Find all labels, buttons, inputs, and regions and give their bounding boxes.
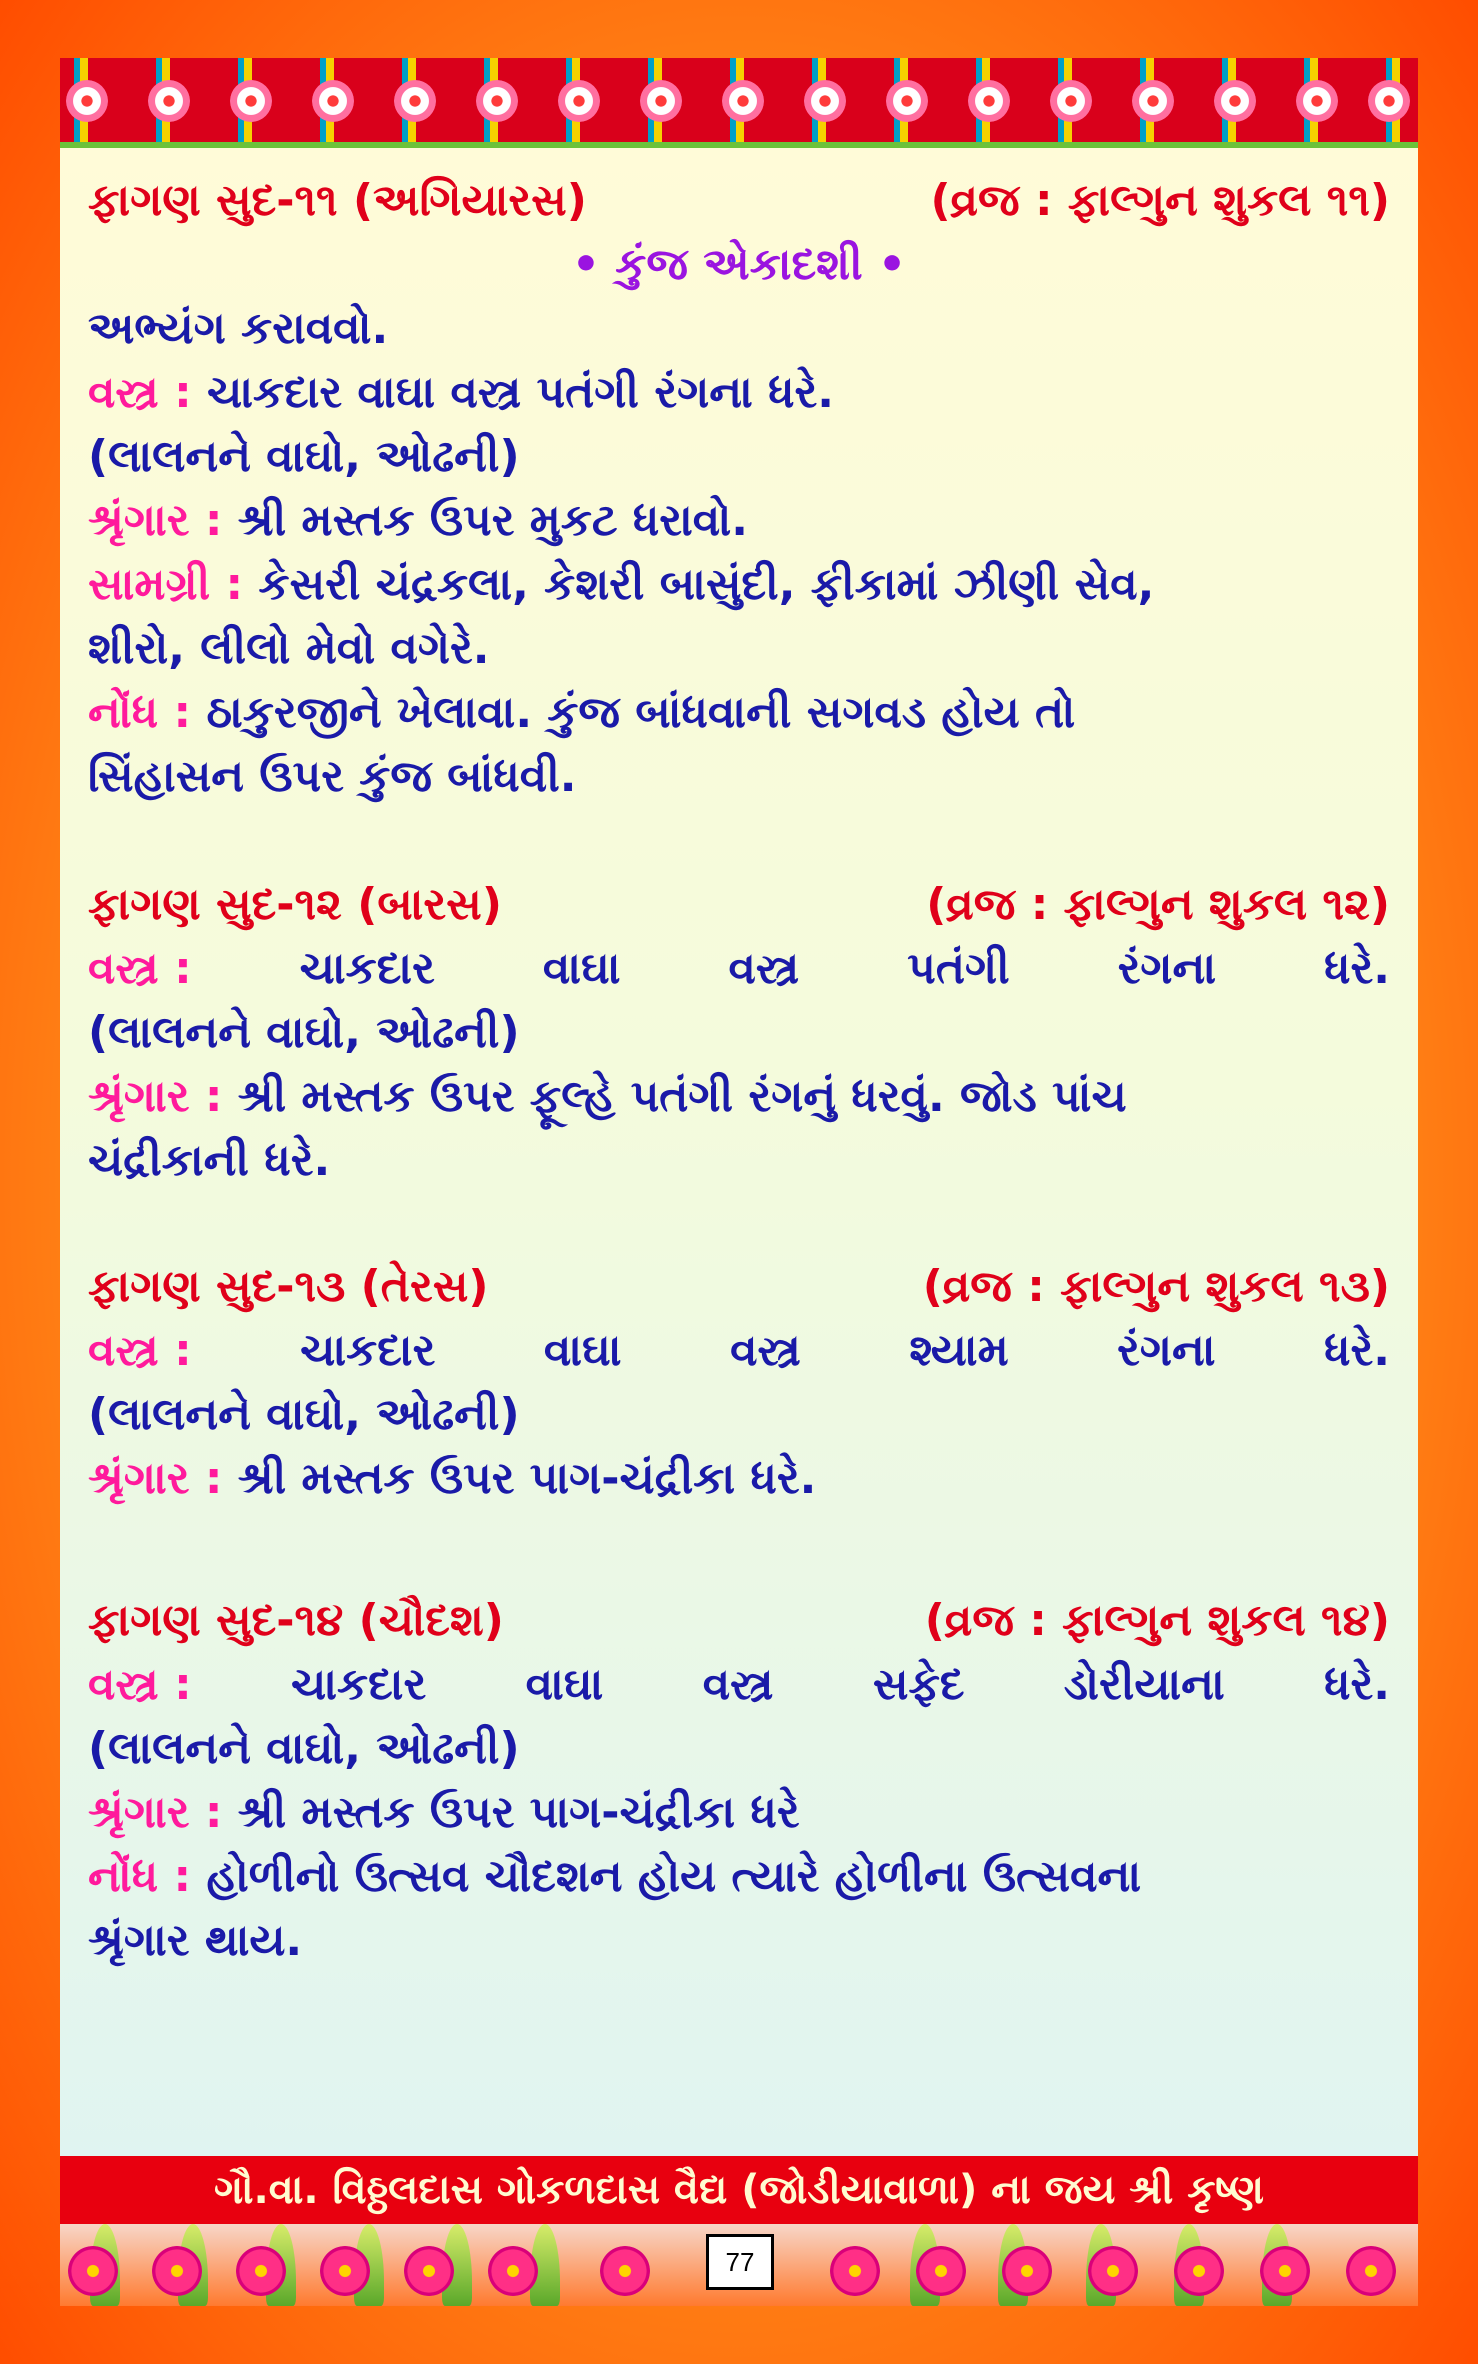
heading-vraj: (વ્રજ : ફાલ્ગુન શુકલ ૧૩) <box>922 1261 1390 1312</box>
shringar-label: શ્રૃંગાર : <box>88 1071 223 1122</box>
vastra-word: સફેદ <box>872 1659 965 1710</box>
vastra-word: પતંગી <box>907 943 1010 994</box>
nondh-line <box>88 682 1390 744</box>
shringar-text: શ્રી મસ્તક ઉપર પાગ-ચંદ્રીકા ધરે. <box>237 1453 817 1504</box>
vastra-line <box>88 938 1390 1000</box>
vastra-word: ધરે. <box>1324 943 1390 994</box>
flower-icon <box>968 80 1010 122</box>
shringar-label: શ્રૃંગાર : <box>88 1787 223 1838</box>
vastra-extra: (લાલનને વાઘો, ઓઢની) <box>88 431 520 482</box>
section-heading <box>88 170 1390 232</box>
festival-subtitle: • કુંજ એકાદશી • <box>571 239 907 290</box>
vastra-line <box>88 1320 1390 1382</box>
flower-icon <box>916 2246 966 2296</box>
flower-icon <box>1174 2246 1224 2296</box>
vastra-word: વાઘા <box>525 1659 604 1710</box>
flower-icon <box>476 80 518 122</box>
page <box>60 58 1418 2306</box>
page-number: 77 <box>706 2234 774 2290</box>
flower-icon <box>1002 2246 1052 2296</box>
vastra-extra: (લાલનને વાઘો, ઓઢની) <box>88 1723 520 1774</box>
heading-vraj: (વ્રજ : ફાલ્ગુન શુકલ ૧૨) <box>926 879 1390 930</box>
nondh-text-continued: શ્રૃંગાર થાય. <box>88 1915 303 1966</box>
flower-icon <box>1214 80 1256 122</box>
shringar-line <box>88 1448 1390 1510</box>
shringar-label: શ્રૃંગાર : <box>88 1453 223 1504</box>
vastra-word: ચાકદાર <box>291 1659 427 1710</box>
vastra-word: વસ્ત્ર <box>728 943 800 994</box>
flower-icon <box>148 80 190 122</box>
flower-icon <box>1050 80 1092 122</box>
flower-icon <box>1088 2246 1138 2296</box>
flower-icon <box>886 80 928 122</box>
shringar-line <box>88 490 1390 552</box>
heading-vraj: (વ્રજ : ફાલ્ગુન શુકલ ૧૪) <box>924 1595 1390 1646</box>
section-heading <box>88 1590 1390 1652</box>
flower-icon <box>1260 2246 1310 2296</box>
flower-icon <box>558 80 600 122</box>
vastra-word: ચાકદાર <box>299 943 435 994</box>
flower-icon <box>640 80 682 122</box>
vastra-word: ડોરીયાના <box>1063 1659 1225 1710</box>
vastra-word: વાઘા <box>542 943 621 994</box>
flower-icon <box>320 2246 370 2296</box>
flower-icon <box>1346 2246 1396 2296</box>
nondh-label: નોંધ : <box>88 687 192 738</box>
vastra-text: ચાકદાર વાઘા વસ્ત્ર પતંગી રંગના ધરે. <box>207 367 834 418</box>
heading-date: ફાગણ સુદ-૧૩ (તેરસ) <box>88 1261 489 1312</box>
vastra-label: વસ્ત્ર : <box>88 1325 192 1376</box>
shringar-text: શ્રી મસ્તક ઉપર પાગ-ચંદ્રીકા ધરે <box>237 1787 800 1838</box>
content-area <box>60 148 1418 2216</box>
vastra-word: વસ્ત્ર <box>730 1325 801 1376</box>
vastra-label: વસ્ત્ર : <box>88 1659 192 1710</box>
flower-icon <box>236 2246 286 2296</box>
vastra-word: રંગના <box>1117 943 1217 994</box>
vastra-word: શ્યામ <box>909 1325 1009 1376</box>
flower-icon <box>1368 80 1410 122</box>
flower-icon <box>66 80 108 122</box>
flower-icon <box>488 2246 538 2296</box>
flower-icon <box>152 2246 202 2296</box>
vastra-word: વાઘા <box>543 1325 622 1376</box>
flower-icon <box>312 80 354 122</box>
nondh-text: હોળીનો ઉત્સવ ચૌદશન હોય ત્યારે હોળીના ઉત્સવના <box>206 1851 1142 1902</box>
heading-date: ફાગણ સુદ-૧૪ (ચૌદશ) <box>88 1595 504 1646</box>
flower-icon <box>68 2246 118 2296</box>
flower-icon <box>722 80 764 122</box>
vastra-word: ચાકદાર <box>300 1325 436 1376</box>
flower-icon <box>804 80 846 122</box>
vastra-extra: (લાલનને વાઘો, ઓઢની) <box>88 1389 520 1440</box>
flower-icon <box>600 2246 650 2296</box>
shringar-text: શ્રી મસ્તક ઉપર ફૂલ્હે પતંગી રંગનું ધરવું. જોડ પાંચ <box>237 1071 1127 1122</box>
shringar-label: શ્રૃંગાર : <box>88 495 223 546</box>
vastra-label: વસ્ત્ર : <box>88 943 192 994</box>
vastra-word: રંગના <box>1117 1325 1216 1376</box>
samagri-label: સામગ્રી : <box>88 559 244 610</box>
samagri-text: કેસરી ચંદ્રકલા, કેશરી બાસુંદી, ફીકામાં ઝીણી સેવ, <box>258 559 1155 610</box>
vastra-extra: (લાલનને વાઘો, ઓઢની) <box>88 1007 520 1058</box>
flower-icon <box>394 80 436 122</box>
nondh-text: ઠાકુરજીને ખેલાવા. કુંજ બાંધવાની સગવડ હોય તો <box>206 687 1076 738</box>
vastra-word: વસ્ત્ર <box>702 1659 774 1710</box>
flower-icon <box>1296 80 1338 122</box>
flower-icon <box>404 2246 454 2296</box>
nondh-label: નોંધ : <box>88 1851 192 1902</box>
section-heading <box>88 1256 1390 1318</box>
heading-date: ફાગણ સુદ-૧૧ (અગિયારસ) <box>88 175 587 226</box>
shringar-line <box>88 1782 1390 1844</box>
vastra-word: ધરે. <box>1324 1659 1390 1710</box>
nondh-line <box>88 1846 1390 1908</box>
vastra-label: વસ્ત્ર : <box>88 367 192 418</box>
instruction-text: અભ્યંગ કરાવવો. <box>88 303 389 354</box>
nondh-text-continued: સિંહાસન ઉપર કુંજ બાંધવી. <box>88 751 577 802</box>
section-heading <box>88 874 1390 936</box>
vastra-line <box>88 1654 1390 1716</box>
samagri-text-continued: શીરો, લીલો મેવો વગેરે. <box>88 623 490 674</box>
flower-icon <box>230 80 272 122</box>
shringar-text: શ્રી મસ્તક ઉપર મુકટ ધરાવો. <box>237 495 748 546</box>
samagri-line <box>88 554 1390 616</box>
flower-icon <box>830 2246 880 2296</box>
top-floral-border <box>60 58 1418 148</box>
footer-greeting: ગૌ.વા. વિઠ્ઠલદાસ ગોકળદાસ વૈદ્ય (જોડીયાવાળા) ના જય શ્રી કૃષ્ણ <box>60 2156 1418 2224</box>
vastra-line <box>88 362 1390 424</box>
shringar-text-continued: ચંદ્રીકાની ધરે. <box>88 1135 331 1186</box>
heading-vraj: (વ્રજ : ફાલ્ગુન શુકલ ૧૧) <box>930 175 1390 226</box>
vastra-word: ધરે. <box>1324 1325 1390 1376</box>
heading-date: ફાગણ સુદ-૧૨ (બારસ) <box>88 879 502 930</box>
shringar-line <box>88 1066 1390 1128</box>
flower-icon <box>1132 80 1174 122</box>
